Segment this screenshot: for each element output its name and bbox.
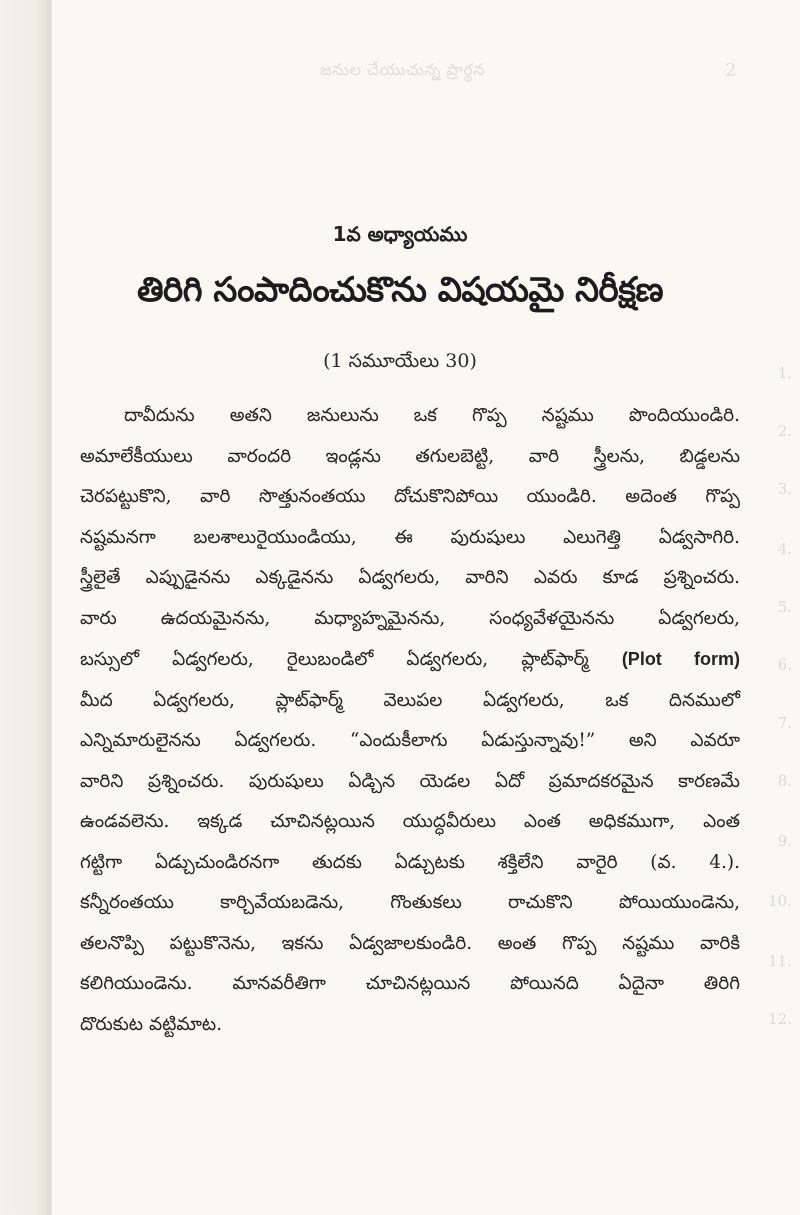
- body-line: అమాలేకీయులు వారందరి ఇండ్లను తగులబెట్టి, వారి స్త్రీలను, బిడ్డలను: [80, 445, 740, 467]
- body-line: దొరుకుట వట్టిమాట.: [80, 1013, 223, 1035]
- bleed-through-margin-number: 9.: [777, 832, 792, 850]
- bleed-through-margin-number: 6.: [777, 656, 792, 674]
- bleed-through-margin-number: 12.: [768, 1010, 792, 1028]
- bleed-through-margin-number: 10.: [768, 892, 792, 910]
- scripture-reference: (1 సమూయేలు 30): [323, 350, 477, 372]
- body-line-text: బస్సులో ఏడ్వగలరు, రైలుబండిలో ఏడ్వగలరు, ప్లాట్‌ఫార్మ్: [80, 649, 589, 670]
- body-line: దావీదును అతని జనులును ఒక గొప్ప నష్టము పొందియుండిరి.: [124, 405, 740, 426]
- body-line: తలనొప్పి పట్టుకొనెను, ఇకను ఏడ్వజాలకుండిరి. అంత గొప్ప నష్టము వారికి: [80, 932, 740, 954]
- book-gutter-shadow: [0, 0, 50, 1215]
- body-line-with-gloss: [80, 639, 740, 681]
- bleed-through-margin-number: 4.: [777, 540, 792, 558]
- bleed-through-margin-number: 11.: [768, 952, 792, 970]
- body-line: మీద ఏడ్వగలరు, ప్లాట్‌ఫార్మ్ వెలుపల ఏడ్వగలరు, ఒక దినములో: [80, 689, 740, 711]
- body-paragraph: [80, 396, 740, 1045]
- body-line: స్త్రీలైతే ఎప్పుడైనను ఎక్కడైనను ఏడ్వగలరు, వారిని ఎవరు కూడ ప్రశ్నించరు.: [80, 567, 740, 588]
- bleed-through-header: జనుల చేయుచున్న ప్రార్థన: [320, 60, 486, 79]
- body-line: వారు ఉదయమైనను, మధ్యాహ్నమైనను, సంధ్యవేళయైనను ఏడ్వగలరు,: [80, 607, 740, 629]
- body-line: నష్టమనగా బలశాలురైయుండియు, ఈ పురుషులు ఎలుగెత్తి ఏడ్వసాగిరి.: [80, 526, 740, 548]
- bleed-through-page-number: 2: [725, 60, 737, 81]
- body-line: వారిని ప్రశ్నించరు. పురుషులు ఏడ్చిన యెడల ఏదో ప్రమాదకరమైన కారణమే: [80, 770, 740, 792]
- english-gloss: (Plot form): [621, 649, 741, 669]
- body-line: గట్టిగా ఏడ్చుచుండిరనగా తుదకు ఏడ్చుటకు శక్తిలేని వారైరి (వ. 4.).: [80, 851, 740, 873]
- chapter-title: తిరిగి సంపాదించుకొను విషయమై నిరీక్షణ: [136, 270, 664, 310]
- chapter-label: 1వ అధ్యాయము: [332, 222, 468, 246]
- bleed-through-margin-number: 1.: [777, 364, 792, 382]
- bleed-through-margin-number: 3.: [777, 480, 792, 498]
- bleed-through-margin-number: 7.: [777, 714, 792, 732]
- body-line: కన్నీరంతయు కార్చివేయబడెను, గొంతుకలు రాచుకొని పోయియుండెను,: [80, 892, 740, 913]
- bleed-through-margin-number: 8.: [777, 772, 792, 790]
- bleed-through-margin-number: 2.: [777, 422, 792, 440]
- body-line: కలిగియుండెను. మానవరీతిగా చూచినట్లయిన పోయినది ఏదైనా తిరిగి: [80, 973, 740, 994]
- body-line: ఉండవలెను. ఇక్కడ చూచినట్లయిన యుద్ధవీరులు ఎంత అధికముగా, ఎంత: [80, 811, 740, 832]
- body-line: ఎన్నిమారులైనను ఏడ్వగలరు. “ఎందుకీలాగు ఏడుస్తున్నావు!” అని ఎవరూ: [80, 730, 740, 751]
- bleed-through-margin-number: 5.: [777, 598, 792, 616]
- body-line: చెరపట్టుకొని, వారి సొత్తునంతయు దోచుకొనిపోయి యుండిరి. అదెంత గొప్ప: [80, 486, 740, 507]
